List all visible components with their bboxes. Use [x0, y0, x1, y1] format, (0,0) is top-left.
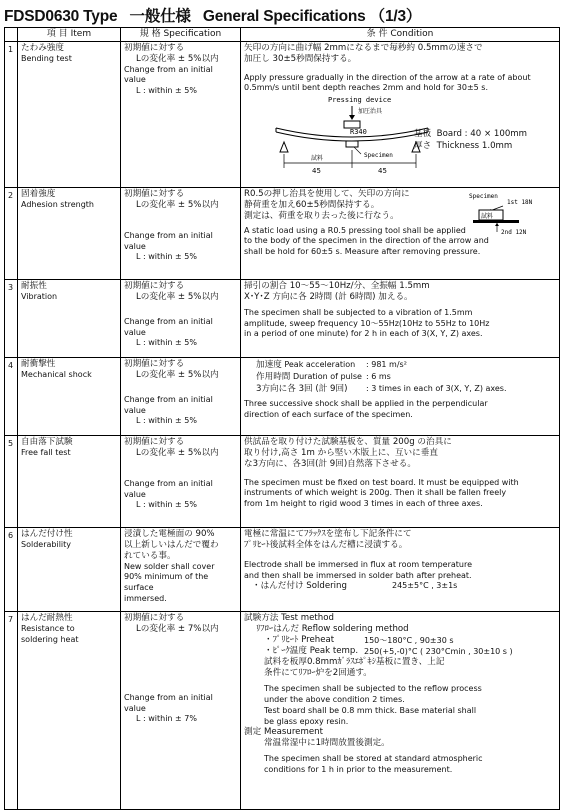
item-jp: たわみ強度 [21, 43, 64, 53]
spec-cell [121, 612, 241, 810]
condition-jp-1: 試料を板厚0.8mmｶﾞﾗｽｴﾎﾟｷｼ基板に置き、上記 [264, 657, 445, 668]
row-number: 5 [5, 436, 18, 528]
title-model: FDSD0630 Type [4, 8, 118, 25]
thickness-value: Thickness 1.0mm [436, 141, 513, 152]
row-number: 1 [5, 42, 18, 188]
table-row [5, 612, 560, 810]
spec-jp-2: 以上新しいはんだで覆わ [124, 539, 219, 550]
thickness-jp: 厚さ [414, 141, 432, 152]
header-spec: 規 格 Specification [121, 28, 241, 42]
condition-jp-2: ﾌﾟﾘﾋｰﾄ後試料全体をはんだ槽に浸漬する。 [244, 539, 408, 550]
spec-jp-1: 初期値に対する [124, 281, 185, 292]
item-cell [18, 188, 121, 280]
item-en-1: Resistance to [21, 623, 75, 633]
condition-jp-2: 取り付け,高さ 1m から堅い木版上に、互いに垂直 [244, 447, 438, 458]
condition-cell [241, 528, 560, 612]
bending-test-figure [244, 94, 556, 186]
spec-cell [121, 188, 241, 280]
item-en: Vibration [21, 291, 58, 301]
spec-table [4, 27, 560, 810]
condition-jp-1: R0.5の押し治具を使用して、矢印の方向に [244, 189, 410, 200]
board-jp: 基板 [414, 129, 432, 140]
spec-cell [121, 280, 241, 358]
condition-en-2: and then shall be immersed in solder bath after preheat. [244, 570, 472, 580]
measurement-en-1: The specimen shall be stored at standard atmospheric [264, 754, 483, 764]
measurement-en-2: conditions for 1 h in prior to the measurement. [264, 765, 453, 775]
shock-params [244, 359, 556, 395]
peak-temp-label: ・ﾋﾟｰｸ温度 Peak temp. [264, 646, 359, 657]
spec-en-2: L : within ± 5% [136, 252, 197, 262]
condition-en-2: to the body of the specimen in the direction of the arrow and [244, 236, 489, 246]
spec-cell [121, 528, 241, 612]
row-number: 2 [5, 188, 18, 280]
condition-cell [241, 436, 560, 528]
item-en: Solderability [21, 539, 72, 549]
item-cell [18, 358, 121, 436]
spec-en-1: Change from an initial value [124, 230, 213, 251]
item-jp: はんだ耐熱性 [21, 613, 73, 624]
item-jp: はんだ付け性 [21, 529, 73, 540]
item-cell [18, 436, 121, 528]
fig-sample-label: 試料 [481, 213, 494, 221]
soldering-label: ・はんだ付け Soldering [252, 581, 347, 592]
spec-jp-2: Lの変化率 ± 5%以内 [136, 199, 219, 210]
condition-cell [241, 188, 560, 280]
adhesion-diagram [467, 190, 557, 236]
condition-jp-1: 供試品を取り付けた試験基板を、質量 200g の治具に [244, 437, 452, 448]
spec-jp-1: 初期値に対する [124, 359, 185, 370]
spec-en-1: Change from an initial value [124, 692, 213, 713]
item-en: Adhesion strength [21, 199, 94, 209]
spec-jp-1: 初期値に対する [124, 189, 185, 200]
table-row [5, 42, 560, 188]
spec-en-1: Change from an initial value [124, 478, 213, 499]
spec-jp-1: 初期値に対する [124, 613, 185, 624]
row-number: 3 [5, 280, 18, 358]
item-en-2: soldering heat [21, 634, 79, 644]
peak-temp-value: 250(+5,-0)°C ( 230°Cmin , 30±10 s ) [364, 647, 513, 657]
reflow-method: ﾘﾌﾛｰはんだ Reflow soldering method [256, 624, 409, 635]
table-row [5, 280, 560, 358]
spec-jp-2: Lの変化率 ± 5%以内 [136, 53, 219, 64]
board-size: Board : 40 × 100mm [436, 129, 528, 140]
condition-jp-1: 電極に常温にてﾌﾗｯｸｽを塗布し下記条件にて [244, 529, 412, 540]
measurement-jp-1: 常温常湿中に1時間放置後測定。 [264, 738, 390, 749]
row-number: 7 [5, 612, 18, 810]
row-number: 6 [5, 528, 18, 612]
condition-jp-1: 掃引の割合 10～55～10Hz/分、全振幅 1.5mm [244, 281, 430, 292]
spec-en-2: L : within ± 5% [136, 338, 197, 348]
accel-en: Peak acceleration [284, 360, 356, 370]
condition-jp-1: 矢印の方向に曲げ幅 2mmになるまで毎秒約 0.5mmの速さで [244, 43, 483, 53]
item-cell [18, 42, 121, 188]
spec-en-2: L : within ± 5% [136, 500, 197, 510]
test-method-en: Test method [281, 613, 334, 624]
condition-en-3: from 1m height to rigid wood 3 times in each of three axes. [244, 499, 483, 509]
spec-jp-1: 初期値に対する [124, 43, 185, 53]
condition-en-1: The specimen shall be subjected to the reflow process [264, 684, 482, 694]
condition-en-1: Three successive shock shall be applied in the perpendicular [244, 399, 488, 409]
fig-specimen-label: Specimen [364, 152, 393, 160]
duration-jp: 作用時間 [256, 372, 291, 383]
spec-cell [121, 42, 241, 188]
condition-jp-3: な3方向に、各3回(計 9回)自然落下させる。 [244, 458, 416, 469]
condition-cell [241, 280, 560, 358]
spec-cell [121, 436, 241, 528]
reflow-params [244, 635, 556, 657]
condition-en-1: The specimen must be fixed on test board. It must be equipped with [244, 477, 519, 487]
condition-en-3: in a period of one minute) for 2 h in each of 3(X, Y, Z) axes. [244, 329, 483, 339]
fig-device-jp: 加圧治具 [358, 108, 383, 116]
times-jp: 3方向に各 3回 (計 9回) [256, 384, 348, 395]
spec-cell [121, 358, 241, 436]
soldering-condition [244, 581, 556, 592]
duration-en: Duration of pulse [292, 372, 362, 382]
item-jp: 固着強度 [21, 189, 56, 200]
header-condition: 条 件 Condition [241, 28, 560, 42]
condition-cell [241, 42, 560, 188]
item-cell [18, 280, 121, 358]
condition-en-4: be glass epoxy resin. [264, 717, 349, 727]
fig-sample-label: 試料 [311, 155, 324, 163]
item-en: Bending test [21, 53, 72, 63]
spec-en-2: L : within ± 7% [136, 714, 197, 724]
spec-en-2: L : within ± 5% [136, 416, 197, 426]
item-en: Mechanical shock [21, 369, 92, 379]
table-row [5, 358, 560, 436]
spec-jp-1: 浸漬した電極面の 90% [124, 529, 215, 540]
spec-en-1: Change from an initial value [124, 316, 213, 337]
soldering-value: 245±5°C , 3±1s [392, 581, 458, 591]
condition-cell [241, 358, 560, 436]
fig-specimen-label: Specimen [469, 193, 498, 201]
item-cell [18, 528, 121, 612]
test-method-jp: 試験方法 [244, 613, 279, 624]
title-page: （1/3） [369, 8, 422, 25]
fig-2nd-load: 2nd 12N [501, 229, 527, 237]
bending-diagram [266, 94, 436, 178]
preheat-label: ・ﾌﾟﾘﾋｰﾄ Preheat [264, 635, 335, 646]
item-jp: 耐衝撃性 [21, 359, 56, 370]
measurement-en: Measurement [263, 727, 323, 738]
table-row [5, 436, 560, 528]
title-jp: 一般仕様 [129, 8, 191, 25]
page-title [4, 4, 421, 26]
condition-en-1: Apply pressure gradually in the direction of the arrow at a rate of about [244, 72, 531, 82]
spec-jp-2: Lの変化率 ± 5%以内 [136, 447, 219, 458]
spec-en-1: Change from an initial value [124, 394, 213, 415]
table-header-row [5, 28, 560, 42]
table-row [5, 188, 560, 280]
condition-en-2: under the above condition 2 times. [264, 695, 405, 705]
spec-jp-2: Lの変化率 ± 5%以内 [136, 291, 219, 302]
spec-en-1: Change from an initial value [124, 64, 213, 85]
condition-en-2: direction of each surface of the specimen. [244, 409, 413, 419]
condition-jp-2: X･Y･Z 方向に各 2時間 (計 6時間) 加える。 [244, 291, 413, 302]
fig-span-1: 45 [312, 167, 321, 176]
header-no [5, 28, 18, 42]
condition-en-3: Test board shall be 0.8 mm thick. Base material shall [264, 706, 477, 716]
item-jp: 自由落下試験 [21, 437, 73, 448]
spec-jp-3: れている事。 [124, 550, 176, 561]
condition-jp-3: 測定は、荷重を取り去った後に行なう。 [244, 210, 399, 221]
spec-en-3: immersed. [124, 593, 167, 603]
fig-1st-load: 1st 18N [507, 199, 533, 207]
times-value: : 3 times in each of 3(X, Y, Z) axes. [366, 384, 507, 394]
title-en: General Specifications [202, 8, 366, 25]
row-number: 4 [5, 358, 18, 436]
condition-jp-2: 静荷重を加え60±5秒間保持する。 [244, 199, 380, 210]
condition-en-1: A static load using a R0.5 pressing tool shall be applied [244, 225, 466, 235]
condition-en-1: The specimen shall be subjected to a vibration of 1.5mm [244, 307, 473, 317]
condition-en-3: shall be hold for 60±5 s. Measure after removing pressure. [244, 247, 481, 257]
measurement-jp: 測定 [244, 727, 262, 738]
spec-jp-1: 初期値に対する [124, 437, 185, 448]
spec-jp-2: Lの変化率 ± 5%以内 [136, 369, 219, 380]
condition-en-2: instruments of which weight is 200g. Then it shall be fallen freely [244, 488, 507, 498]
preheat-value: 150～180°C , 90±30 s [364, 636, 454, 646]
condition-en-2: amplitude, sweep frequency 10～55Hz(10Hz to 55Hz to 10Hz [244, 318, 490, 328]
table-row [5, 528, 560, 612]
spec-en-2: L : within ± 5% [136, 86, 197, 96]
accel-value: : 981 m/s² [366, 360, 407, 370]
spec-en-2: 90% minimum of the surface [124, 572, 209, 593]
condition-jp-2: 条件にてﾘﾌﾛｰ炉を2回通す。 [264, 668, 372, 679]
condition-en-2: 0.5mm/s until bent depth reaches 2mm and hold for 30±5 s. [244, 83, 488, 93]
item-jp: 耐振性 [21, 281, 47, 292]
accel-jp: 加速度 [256, 360, 282, 371]
duration-value: : 6 ms [366, 372, 391, 382]
spec-en-1: New solder shall cover [124, 561, 215, 571]
board-info [414, 128, 527, 152]
spec-jp-2: Lの変化率 ± 7%以内 [136, 623, 219, 634]
item-cell [18, 612, 121, 810]
header-item: 項 目 Item [18, 28, 121, 42]
fig-radius-label: R340 [350, 128, 367, 137]
condition-cell [241, 612, 560, 810]
item-en: Free fall test [21, 447, 71, 457]
fig-span-2: 45 [378, 167, 387, 176]
condition-en-1: Electrode shall be immersed in flux at room temperature [244, 559, 473, 569]
condition-jp-2: 加圧し 30±5秒間保持する。 [244, 53, 357, 64]
fig-device-label: Pressing device [328, 96, 392, 105]
